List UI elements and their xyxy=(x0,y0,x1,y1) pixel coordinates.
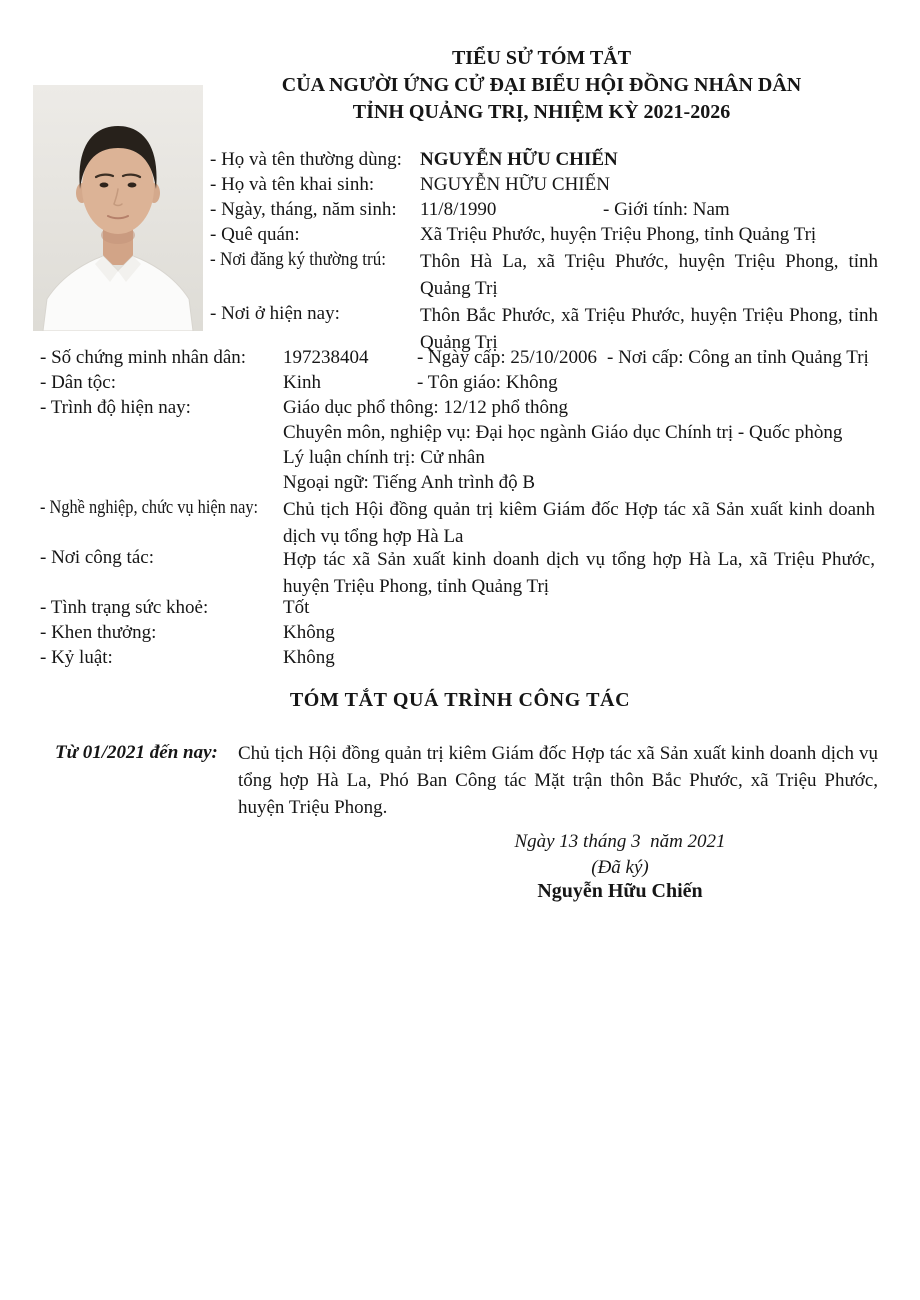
field-ethnicity-label: - Dân tộc: xyxy=(40,372,116,393)
portrait-photo xyxy=(33,85,203,331)
field-gender-label: - Giới tính: xyxy=(603,199,688,220)
signature-signed-note: (Đã ký) xyxy=(591,857,649,878)
field-religion xyxy=(417,371,558,395)
field-id-issue-date xyxy=(417,346,597,370)
field-registered-residence-label: - Nơi đăng ký thường trú: xyxy=(210,249,387,270)
title-line-2: CỦA NGƯỜI ỨNG CỬ ĐẠI BIỂU HỘI ĐỒNG NHÂN DÂN xyxy=(281,74,802,96)
field-hometown-value: Xã Triệu Phước, huyện Triệu Phong, tỉnh Quảng Trị xyxy=(420,224,817,245)
field-religion-label: - Tôn giáo: xyxy=(417,372,502,393)
field-discipline-label: - Kỷ luật: xyxy=(40,647,113,668)
field-religion-value: Không xyxy=(505,372,558,393)
field-common-name-value: NGUYỄN HỮU CHIẾN xyxy=(420,149,618,170)
field-id-issue-date-value: 25/10/2006 xyxy=(510,347,597,368)
field-workplace-label: - Nơi công tác: xyxy=(40,547,154,568)
field-current-residence-value: Thôn Bắc Phước, xã Triệu Phước, huyện Triệu Phong, tỉnh Quảng Trị xyxy=(420,305,878,353)
field-health-value: Tốt xyxy=(283,597,310,618)
field-workplace-value: Hợp tác xã Sản xuất kinh doanh dịch vụ tổng hợp Hà La, xã Triệu Phước, huyện Triệu Phong, tỉnh Quảng Trị xyxy=(283,549,875,597)
field-gender xyxy=(603,198,730,222)
field-id-issue-place-value: Công an tỉnh Quảng Trị xyxy=(688,347,869,368)
field-occupation-value: Chủ tịch Hội đồng quản trị kiêm Giám đốc Hợp tác xã Sản xuất kinh doanh dịch vụ tổng hợp Hà La xyxy=(283,499,875,547)
field-birth-name-value: NGUYỄN HỮU CHIẾN xyxy=(420,174,610,195)
field-registered-residence-value: Thôn Hà La, xã Triệu Phước, huyện Triệu Phong, tỉnh Quảng Trị xyxy=(420,251,878,299)
field-birth-date-value: 11/8/1990 xyxy=(420,199,497,220)
document-title xyxy=(205,45,878,126)
field-birth-name-label: - Họ và tên khai sinh: xyxy=(210,174,375,195)
title-line-1: TIỂU SỬ TÓM TẮT xyxy=(451,47,632,69)
field-education-line-4: Ngoại ngữ: Tiếng Anh trình độ B xyxy=(283,472,536,493)
field-id-issue-place xyxy=(607,346,869,370)
field-awards-label: - Khen thưởng: xyxy=(40,622,157,643)
field-gender-value: Nam xyxy=(692,199,730,220)
field-current-residence-label: - Nơi ở hiện nay: xyxy=(210,303,340,324)
field-id-issue-date-label: - Ngày cấp: xyxy=(417,347,506,368)
field-hometown-label: - Quê quán: xyxy=(210,224,300,245)
field-id-number-value: 197238404 xyxy=(283,347,369,368)
field-education-line-2: Chuyên môn, nghiệp vụ: Đại học ngành Giáo dục Chính trị - Quốc phòng xyxy=(283,422,843,443)
field-common-name-label: - Họ và tên thường dùng: xyxy=(210,149,402,170)
career-section-heading: TÓM TẮT QUÁ TRÌNH CÔNG TÁC xyxy=(289,689,631,711)
field-occupation-label: - Nghề nghiệp, chức vụ hiện nay: xyxy=(40,497,259,518)
field-education-label: - Trình độ hiện nay: xyxy=(40,397,191,418)
field-education-line-3: Lý luận chính trị: Cử nhân xyxy=(283,447,485,468)
field-discipline-value: Không xyxy=(283,647,335,668)
field-id-number-label: - Số chứng minh nhân dân: xyxy=(40,347,247,368)
field-id-issue-place-label: - Nơi cấp: xyxy=(607,347,684,368)
field-education-line-1: Giáo dục phổ thông: 12/12 phổ thông xyxy=(283,397,568,418)
signature-name: Nguyễn Hữu Chiến xyxy=(537,880,703,902)
career-entry-description: Chủ tịch Hội đồng quản trị kiêm Giám đốc Hợp tác xã Sản xuất kinh doanh dịch vụ tổng hợp Hà La, Phó Ban Công tác Mặt trận thôn Bắc Phước, xã Triệu Phước, huyện Triệu Phong. xyxy=(238,743,878,818)
field-health-label: - Tình trạng sức khoẻ: xyxy=(40,597,209,618)
field-birth-date-label: - Ngày, tháng, năm sinh: xyxy=(210,199,397,220)
title-line-3: TỈNH QUẢNG TRỊ, NHIỆM KỲ 2021-2026 xyxy=(352,101,731,123)
field-awards-value: Không xyxy=(283,622,335,643)
signature-date-line: Ngày 13 tháng 3 năm 2021 xyxy=(514,831,726,852)
field-ethnicity-value: Kinh xyxy=(283,372,321,393)
career-entry-period: Từ 01/2021 đến nay: xyxy=(55,742,218,763)
